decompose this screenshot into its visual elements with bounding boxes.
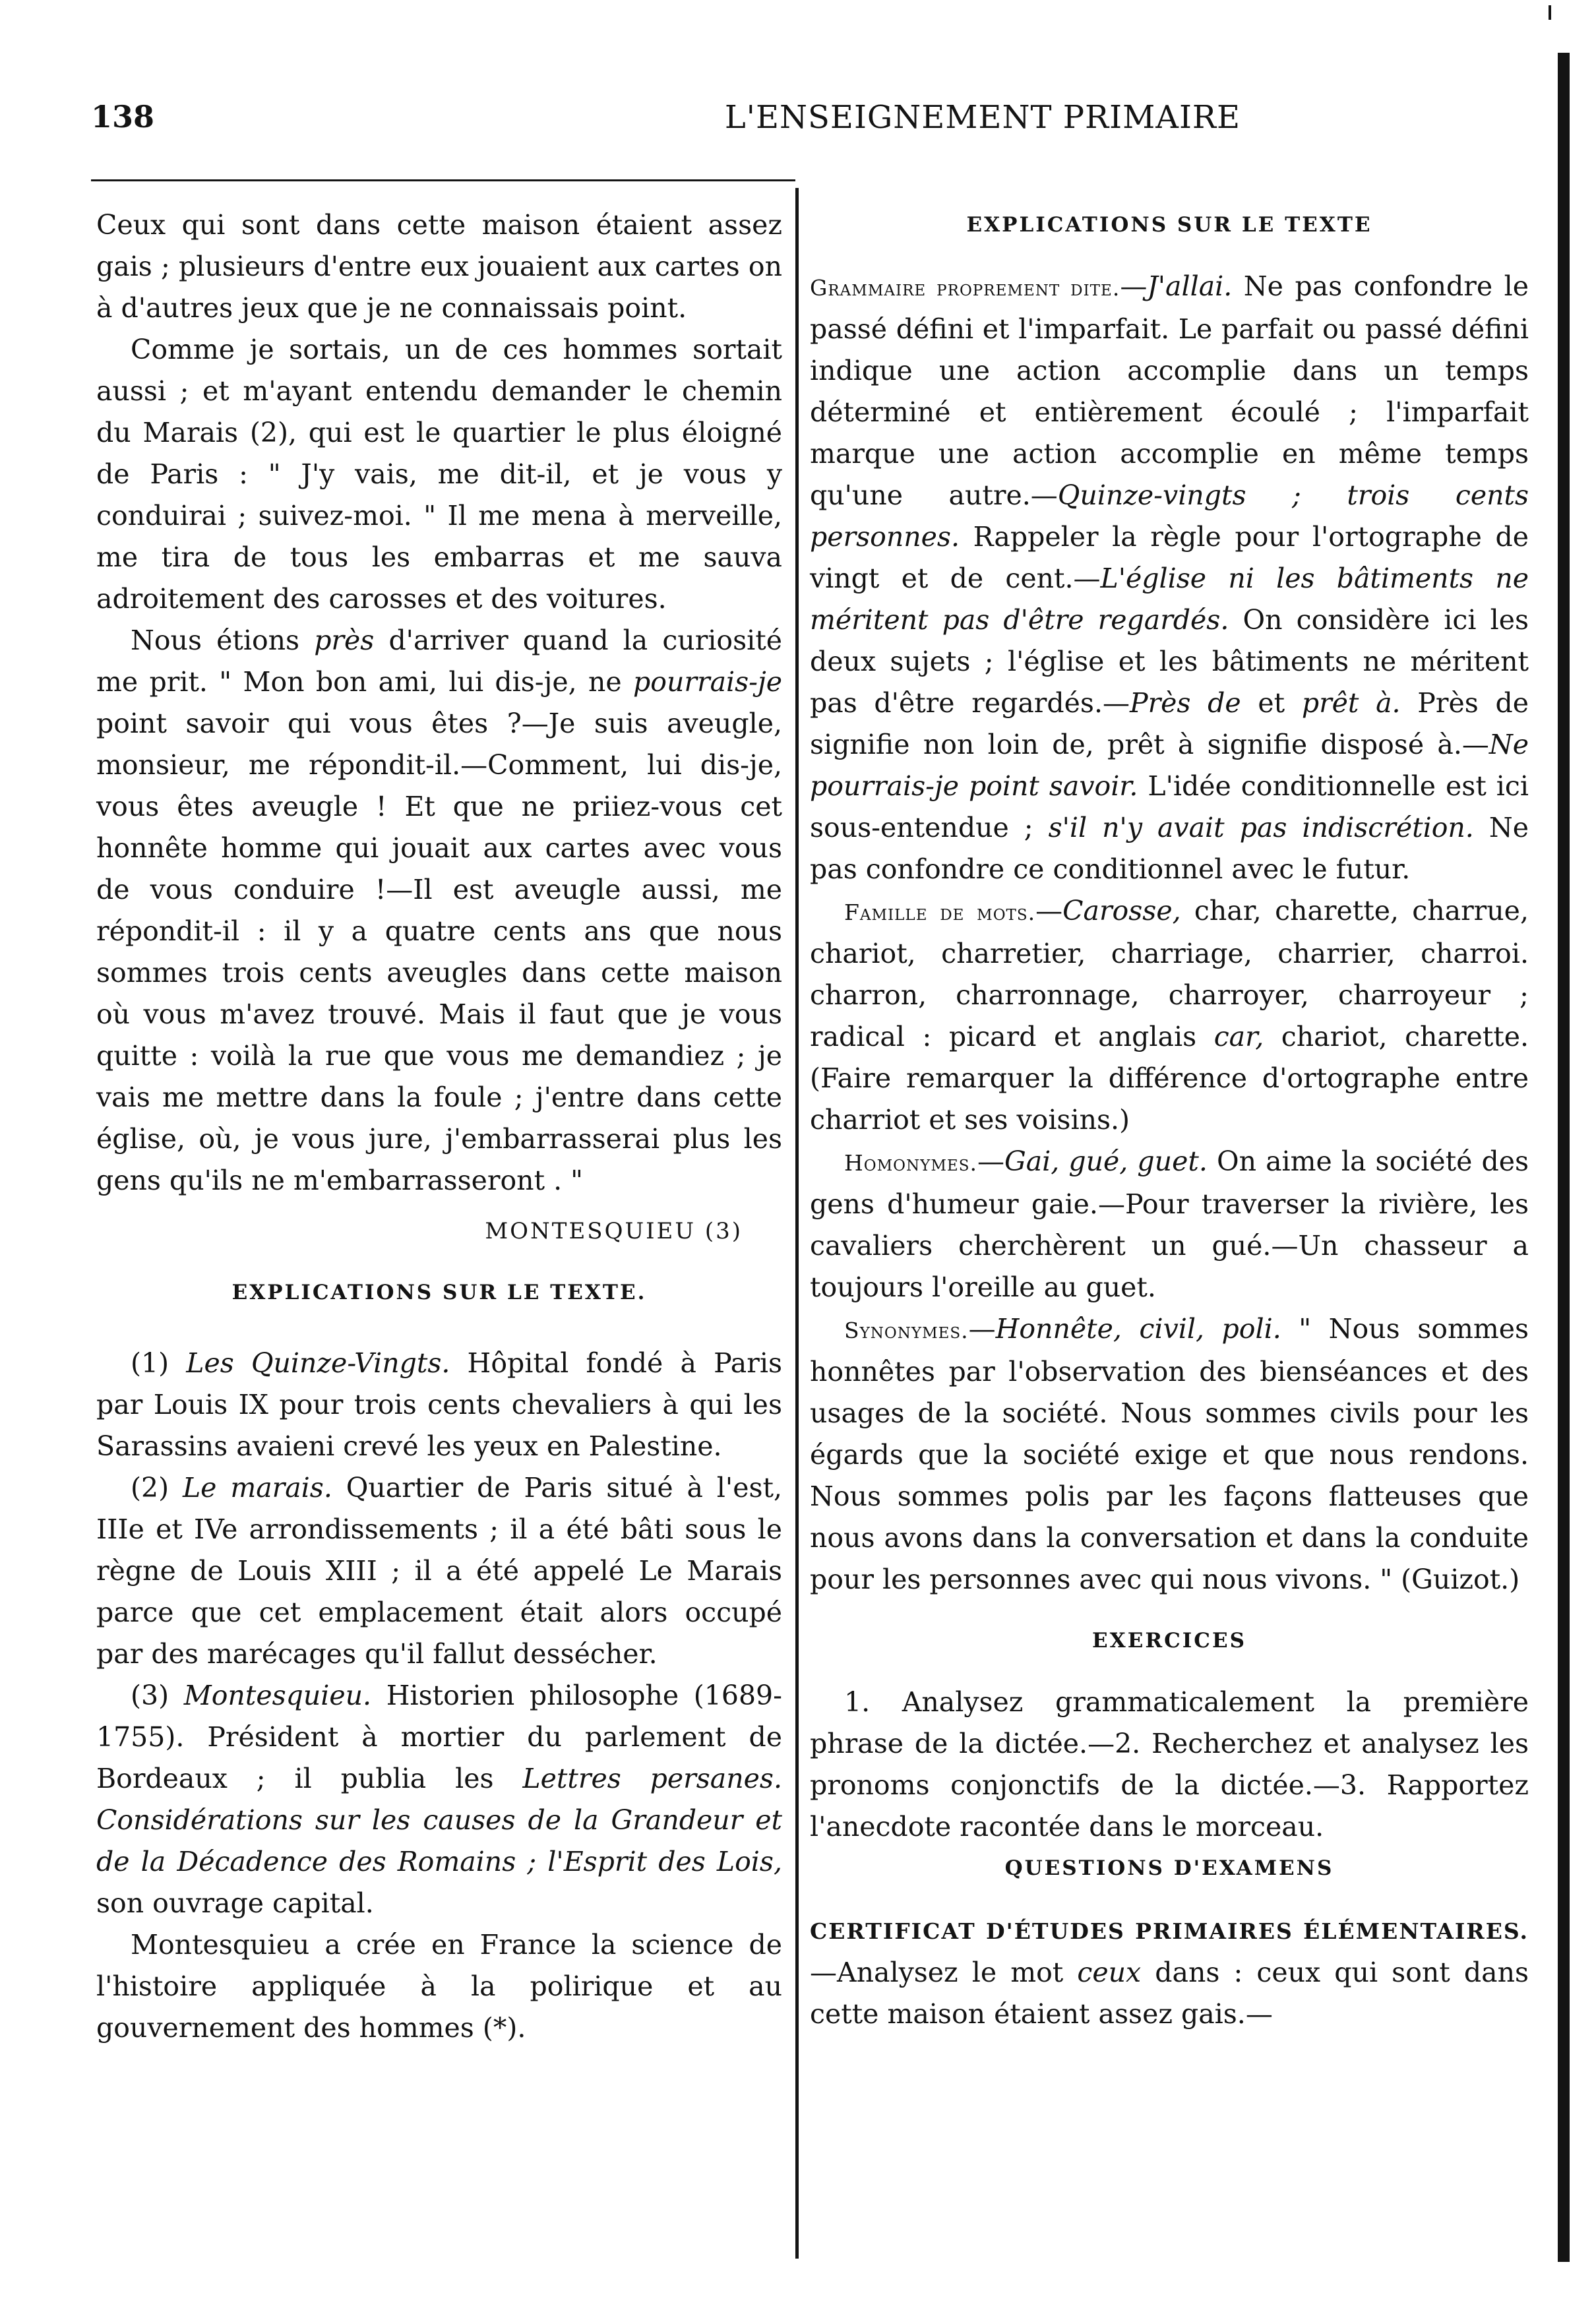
exercises-heading: EXERCICES — [1092, 1629, 1246, 1653]
explanations-heading: EXPLICATIONS SUR LE TEXTE. — [231, 1281, 647, 1304]
note-title: Montesquieu. — [183, 1680, 372, 1711]
paragraph-2: Comme je sortais, un de ces hommes sortait aussi ; et m'ayant entendu demander le chemin du Marais (2), qui est le quartier le plus éloigné de Paris : " J'y vais, me dit-il, et je vous y conduirai ; suivez-moi. " Il me mena à merveille, me tira de tous les embarras et me sauva adroitement des carosses et des voitures. — [96, 334, 782, 615]
certificate-label: CERTIFICAT D'ÉTUDES PRIMAIRES ÉLÉMENTAIRES. — [810, 1918, 1529, 1944]
note-text: son ouvrage capital. — [96, 1887, 374, 1919]
page-edge-shadow — [1558, 53, 1570, 2262]
note-number: (2) — [131, 1472, 183, 1504]
dash: — — [977, 1145, 1004, 1177]
text-run: Ne pas confondre le passé défini et l'imparfait. Le parfait ou passé défini indique une action accomplie dans un temps déterminé et entièrement écoulé ; l'imparfait marque une action accomplie en même temps qu'une autre.— — [810, 270, 1529, 511]
text-explanations-heading: EXPLICATIONS SUR LE TEXTE — [966, 213, 1372, 237]
dash: — — [968, 1313, 996, 1345]
text-run: On aime la société des gens d'humeur gaie.—Pour traverser la rivière, les cavaliers cherchèrent un gué.—Un chasseur a toujours l'oreille au guet. — [810, 1145, 1529, 1303]
column-divider — [795, 188, 799, 2259]
paragraph-3 — [96, 620, 782, 1202]
dash: — — [1120, 270, 1148, 302]
spacer — [810, 246, 1529, 266]
note-2 — [96, 1467, 782, 1675]
right-column — [810, 204, 1529, 2035]
italic-word: Près de — [1129, 687, 1241, 719]
left-column — [96, 204, 782, 2049]
section-label: Synonymes. — [844, 1318, 969, 1343]
certificate-question — [810, 1909, 1529, 2035]
spacer — [810, 1662, 1529, 1682]
note-title: Les Quinze-Vingts. — [186, 1347, 450, 1379]
dash: — — [1035, 895, 1063, 927]
note-number: (1) — [131, 1347, 187, 1379]
text-run: chariot, charette. (Faire remarquer la différence d'ortographe entre charriot et ses voisins.) — [810, 1021, 1529, 1136]
text-run: On considère ici les deux sujets ; l'église et les bâtiments ne méritent pas d'être regardés.— — [810, 604, 1529, 719]
section-label: Homonymes. — [844, 1150, 977, 1176]
spacer — [96, 1202, 782, 1211]
italic-word: prêt à. — [1301, 687, 1401, 719]
exam-questions-heading: QUESTIONS D'EXAMENS — [1004, 1856, 1334, 1880]
text-run: point savoir qui vous êtes ?—Je suis aveugle, monsieur, me répondit-il.—Comment, lui dis-je, vous êtes aveugle ! Et que ne priiez-vous cet honnête homme qui jouait aux cartes avec vous de vous conduire !—Il est aveugle aussi, me répondit-il : il y a quatre cents ans que nous sommes trois cents aveugles dans cette maison où vous m'avez trouvé. Mais il faut que je vous quitte : voilà la rue que vous me demandiez ; je vais me mettre dans la foule ; j'entre dans cette église, où, je vous jure, j'embarrasserai plus les gens qu'ils ne m'embarrasseront . " — [96, 708, 782, 1196]
italic-word: L'église ni les bâtiments ne méritent pas d'être regardés. — [810, 563, 1529, 636]
paragraph-1: Ceux qui sont dans cette maison étaient assez gais ; plusieurs d'entre eux jouaient aux cartes on à d'autres jeux que je ne connaissais point. — [96, 209, 782, 324]
word-family-section — [810, 890, 1529, 1141]
italic-word: Quinze-vingts ; trois cents personnes. — [810, 479, 1529, 553]
page-number: 138 — [91, 99, 155, 135]
text-run: Ne pas confondre ce conditionnel avec le futur. — [810, 812, 1529, 885]
italic-word: J'allai. — [1147, 270, 1233, 302]
note-text: Quartier de Paris situé à l'est, IIIe et IVe arrondissements ; il a été bâti sous le règne de Louis XIII ; il a été appelé Le Marais parce que cet emplacement était alors occupé par des marécages qu'il fallut dessécher. — [96, 1472, 783, 1670]
closing-paragraph: Montesquieu a crée en France la science de l'histoire appliquée à la polirique et au gouvernement des hommes (*). — [96, 1929, 782, 2044]
note-title: Le marais. — [182, 1472, 332, 1504]
text-run: " Nous sommes honnêtes par l'observation des bienséances et des usages de la société. Nous sommes civils pour les égards que la société exige et que nous rendons. Nous sommes polis par les façons flatteuses que nous avons dans la conversation et dans la conduite pour les personnes avec qui nous vivons. " (Guizot.) — [810, 1313, 1529, 1595]
italic-word: s'il n'y avait pas indiscrétion. — [1048, 812, 1474, 843]
note-3 — [96, 1675, 782, 1924]
italic-word: Gai, gué, guet. — [1004, 1145, 1208, 1177]
italic-word: pourrais-je — [633, 666, 782, 698]
spacer — [810, 1600, 1529, 1620]
section-label: Grammaire proprement dite. — [810, 275, 1120, 301]
italic-word: ceux — [1077, 1957, 1142, 1988]
book-titles: Lettres persanes. Considérations sur les causes de la Grandeur et de la Décadence des Romains ; l'Esprit des Lois, — [96, 1763, 782, 1877]
text-run: L'idée conditionnelle est ici sous-entendue ; — [810, 770, 1529, 843]
spacer — [96, 1252, 782, 1272]
italic-word: Ne pourrais-je point savoir. — [810, 729, 1529, 802]
author-signature: MONTESQUIEU (3) — [485, 1218, 743, 1244]
synonyms-section — [810, 1308, 1529, 1600]
text-run: Nous étions — [131, 624, 315, 656]
header-rule — [91, 179, 795, 181]
text-run: et — [1241, 687, 1302, 719]
italic-word: près — [314, 624, 375, 656]
text-run: dans : ceux qui sont dans cette maison étaient assez gais.— — [810, 1957, 1529, 2030]
spacer — [96, 1314, 782, 1343]
note-1 — [96, 1343, 782, 1467]
note-number: (3) — [131, 1680, 184, 1711]
text-run: Rappeler la règle pour l'ortographe de vingt et de cent.— — [810, 521, 1529, 594]
exercises-text: 1. Analysez grammaticalement la première phrase de la dictée.—2. Recherchez et analysez les pronoms conjonctifs de la dictée.—3. Rapportez l'anecdote racontée dans le morceau. — [810, 1686, 1529, 1842]
text-run: char, charette, charrue, chariot, charretier, charriage, charrier, charroi. charron, charronnage, charroyer, charroyeur ; radical : picard et anglais — [810, 895, 1529, 1052]
grammar-section — [810, 266, 1529, 890]
homonyms-section — [810, 1141, 1529, 1308]
spacer — [810, 1889, 1529, 1909]
running-title: L'ENSEIGNEMENT PRIMAIRE — [724, 99, 1241, 136]
italic-word: Carosse, — [1062, 895, 1181, 927]
text-run: d'arriver quand la curiosité me prit. " Mon bon ami, lui dis-je, ne — [96, 624, 782, 698]
note-text: Historien philosophe (1689-1755). Président à mortier du parlement de Bordeaux ; il publia les — [96, 1680, 782, 1794]
scan-mark — [1549, 5, 1551, 20]
note-text: Hôpital fondé à Paris par Louis IX pour trois cents chevaliers à qui les Sarassins avaieni crevé les yeux en Palestine. — [96, 1347, 783, 1462]
italic-word: car, — [1213, 1021, 1264, 1052]
section-label: Famille de mots. — [844, 899, 1036, 925]
italic-word: Honnête, civil, poli. — [995, 1313, 1281, 1345]
text-run: —Analysez le mot — [810, 1957, 1078, 1988]
text-run: Près de signifie non loin de, prêt à signifie disposé à.— — [810, 687, 1529, 760]
